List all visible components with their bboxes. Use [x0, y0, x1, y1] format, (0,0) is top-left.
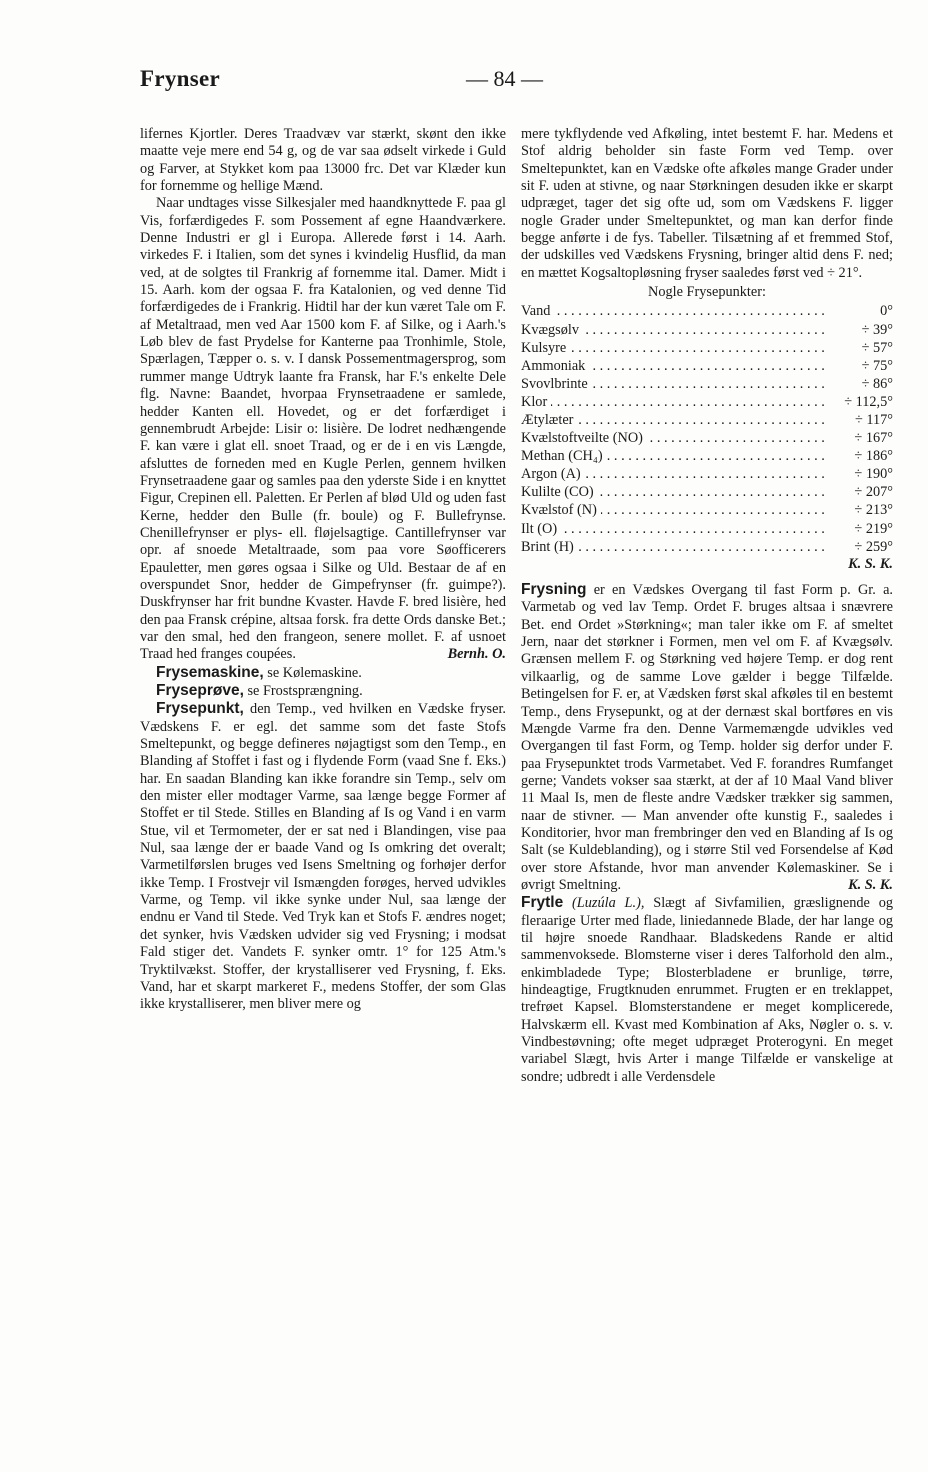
- page-header: [140, 66, 885, 98]
- freezing-point-value: ÷ 219°: [854, 520, 893, 537]
- running-head: Frynser: [140, 66, 221, 91]
- entry-headword: Fryseprøve,: [156, 682, 244, 699]
- freezing-point-value: ÷ 190°: [854, 466, 893, 483]
- substance-name: Ilt (O): [521, 521, 561, 537]
- substance-cell: [521, 538, 827, 556]
- freezing-point-value: ÷ 75°: [861, 357, 893, 374]
- substance-cell: [521, 393, 827, 411]
- table-row: [521, 483, 893, 501]
- substance-name: Kvælstoftveilte (NO): [521, 430, 647, 446]
- substance-cell: [521, 429, 827, 447]
- entry-headword: Frytle: [521, 894, 564, 912]
- table-row: [521, 321, 893, 339]
- entry-headword: Frysning: [521, 581, 587, 599]
- freezing-point-value: ÷ 213°: [854, 502, 893, 519]
- substance-cell: [521, 447, 827, 465]
- freezing-point-value: ÷ 39°: [861, 321, 893, 338]
- substance-name: Kulilte (CO): [521, 484, 598, 500]
- substance-cell: [521, 520, 827, 538]
- table-row: [521, 429, 893, 447]
- freezing-point-value: ÷ 117°: [854, 412, 893, 428]
- freezing-point-value: 0°: [880, 303, 893, 320]
- entry-text: er en Vædskes Overgang til fast Form p. Gr. a. Varmetab og ved lav Temp. Ordet F. bruges altsaa i snævrere Bet. end Ordet »Størkning«; man taler ikke om F. af smeltet Jern, naar det størkner i Formen, men vel om F. af Kvægsølv. Grænsen mellem F. og Størkning ved højere Temp. er dog rent vilkaarlig, og de samme Love gælder i begge Tilfælde. Betingelsen for F. er, at Vædsken først skal afkøles til en bestemt Temp., dens Frysepunkt, og at der dernæst skal bortføres en vis Mængde Varme fra den. Denne Varmemængde udvikles ved Overgangen til fast Form, og Temp. holder sig derfor under F. paa Frysepunktet trods Varmetabet. Ved F. forandres Rumfanget gerne; Vandets vokser saa stærkt, at der af 10 Maal Vand bliver 11 Maal Is, men de fleste andre Vædsker trækker sig sammen, naar de stivner. — Man anvender ofte kunstig F., saaledes i Konditorier, hvor man frembringer den ved en Blanding af Is og Salt (se Kuldeblanding), og i større Stil ved Forsendelse af Kød over store Afstande, hvor man anvender Kølemaskiner. Se i øvrigt Smeltning.: [521, 582, 894, 893]
- entry-frysepunkt: [140, 700, 506, 1013]
- table-row: [521, 520, 893, 538]
- entry-frysemaskine: [140, 664, 506, 682]
- freezing-point-value: ÷ 86°: [861, 375, 893, 392]
- substance-cell: [521, 465, 827, 483]
- entry-headword: Frysepunkt,: [156, 700, 244, 718]
- substance-name: Svovlbrinte: [521, 376, 592, 392]
- table-row: [521, 501, 893, 519]
- freezing-point-value: ÷ 112,5°: [844, 393, 893, 410]
- substance-name: Vand: [521, 303, 554, 319]
- entry-text: den Temp., ved hvilken en Vædske fryser. Vædskens F. er egl. det samme som det faste Stofs Smeltepunkt, og begge defineres nøjagtigst som den Temp., en Blanding af Stoffet i fast og i flydende Form (vaad Sne f. Eks.) har. En saadan Blanding kan ikke forandre sin Temp., selv om den mister eller modtager Varme, saa længe begge Former af Stoffet er til Stede. Stilles en Blanding af Is og Vand i en varm Stue, vil et Termometer, der er sat ned i Blandingen, vise paa Nul, saa længe der er baade Vand og Is omkring det overalt; Varmetilførslen bruges ved Isens Smeltning og forhøjer derfor ikke Temp. I Frostvejr vil Ismængden forøges, herved udvikles Varme, og Temp. vil ikke synke under Nul, saa længe der endnu er Vand til Stede. Ved Tryk kan et Stofs F. ændres noget; det synker, hvis Vædsken udvider sig ved Frysning; i modsat Fald stiger det. Vandets F. synker omtr. 1° for 125 Atm.'s Tryktilvækst. Stoffer, der krystalliserer ved Frysning, f. Eks. Vand, har et skarpt markeret F., medens Stoffer, der som Glas ikke krystalliserer, men bliver mere og: [140, 701, 506, 1013]
- entry-text: Slægt af Sivfamilien, græslignende og fleraarige Urter med flade, liniedannede Blade, der har lange og til højre snoede Randhaar. Bladskedens Rande er altid sammenvoksede. Blomsterne viser i deres Talforhold den alm., enkimbladede Type; Blosterbladene er brunlige, tørre, hindeagtige, Frugtknuden enrummet. Frugten er en treklappet, trefrøet Kapsel. Blomsterstandene er meget komplicerede, Halvskærm ell. Kvast med Kombination af Aks, Nøgler o. s. v. Vindbestøvning; ofte meget udpræget Proterogyni. En meget variabel Slægt, hvis Arter i mange Tilfælde er vanskelige at sondre; udbredt i alle Verdensdele: [521, 895, 894, 1085]
- paragraph: lifernes Kjortler. Deres Traadvæv var stærkt, skønt den ikke maatte veje mere end 54 g, og de var saa ødselt virkede i Guld og Farver, at Stykket kom paa 13000 frc. Det var Klæder kun for fornemme og hellige Mænd.: [140, 126, 506, 195]
- substance-name: Ætylæter: [521, 412, 577, 428]
- freezing-point-value: ÷ 57°: [861, 339, 893, 356]
- left-column: [140, 126, 506, 1014]
- paragraph: mere tykflydende ved Afkøling, intet bestemt F. har. Medens et Stof aldrig beholder sin faste Form ved Temp. over Smeltepunktet, kan en Vædske ofte afkøles mange Grader under sit F. uden at stivne, og naar Størkningen desuden ikke er skarpt udpræget, tager det sig ofte ud, som om Vædskens F. ligger nogle Grader under Smeltepunktet, og man kan derfor finde begge anførte i de fys. Tabeller. Tilsætning af et fremmed Stof, der udskilles ved Vædskens Frysning, bringer altid dens F. ned; en mættet Kogsaltopløsning fryser saaledes først ved ÷ 21°.: [521, 126, 893, 281]
- substance-cell: [521, 501, 827, 519]
- table-row: [521, 538, 893, 556]
- freezing-point-value: ÷ 207°: [854, 484, 893, 501]
- freezing-point-value: ÷ 186°: [854, 448, 893, 465]
- substance-name: Kvægsølv: [521, 322, 583, 338]
- substance-cell: [521, 302, 827, 320]
- entry-text: se Frostsprængning.: [247, 683, 363, 699]
- substance-name: Methan (CH₄): [521, 448, 607, 464]
- freezing-point-value: ÷ 259°: [854, 538, 893, 555]
- substance-cell: [521, 321, 827, 339]
- table-row: [521, 447, 893, 465]
- paragraph-text: Naar undtages visse Silkesjaler med haandknyttede F. paa gl Vis, forfærdigedes F. som Possement af egne Haandværkere. Denne Industri er gl i Europa. Allerede først i 14. Aarh. virkedes F. i Italien, som det synes i kvindelig Husflid, da man ved, at de solgtes til Frankrig af fornemme ital. Damer. Midt i 15. Aarh. kom der ogsaa F. fra Katalonien, og ved denne Tid forfærdigedes de i Frankrig. Hidtil har der kun været Tale om F. af Metaltraad, men ved Aar 1500 kom F. af Silke, og i Aarh.'s Løb blev de fast Prydelse for Kanterne paa Tronhimle, Stole, Spærlagen, Tæpper o. s. v. I dansk Possementmagersprog, som rummer mange Udtryk laante fra Fransk, har F.'s enkelte Dele flg. Navne: Baandet, hvorpaa Frynsetraadene er samlede, hedder Kanten ell. Hovedet, og er det forfærdiget i gennembrudt Arbejde: Lisir o: lisière. De lodret nedhængende F. kan være i glat ell. snoet Traad, og er de i en vis Længde, afsluttes de forneden med en Kugle Perlen, gennem hvilken Frynsetraadene gaar og samles paa den yderste Side i en knyttet Figur, Crepinen ell. Paletten. Er Perlen af blød Uld og uden fast Kerne, hedder den Bulle (fr. boule) og F. Bullefrynse. Chenillefrynser er plys- ell. fløjelsagtige. Cantillefrynser var opr. af snoede Metaltraade, som paa vore Søofficerers Epauletter, men gøres ogsaa i Silke og Uld. Bestaar de af en overspundet Snor, hedder de Gimpefrynser (fr. guimpe?). Duskfrynser har frit bundne Kvaster. Havde F. bred lisière, hed den paa Fransk crépine, altsaa forsk. fra dette Ords danske Bet.; var den smal, hed den frangeon, senere mollet. F. af usnoet Traad hed franges coupées.: [140, 195, 506, 663]
- substance-name: Ammoniak: [521, 358, 589, 374]
- freezing-point-value: ÷ 167°: [854, 430, 893, 447]
- table-row: [521, 411, 893, 429]
- substance-name: Klor: [521, 394, 551, 410]
- entry-text: se Kølemaskine.: [267, 664, 362, 681]
- entry-headword: Frysemaskine,: [156, 663, 264, 681]
- author-signature: K. S. K.: [848, 876, 893, 893]
- table-row: [521, 357, 893, 375]
- author-signature: Bernh. O.: [447, 646, 506, 663]
- substance-cell: [521, 411, 827, 429]
- entry-frysning: [521, 581, 893, 894]
- substance-cell: [521, 375, 827, 393]
- substance-name: Kulsyre: [521, 340, 570, 356]
- table-row: [521, 302, 893, 320]
- substance-name: Brint (H): [521, 539, 578, 555]
- table-row: [521, 339, 893, 357]
- paragraph: [140, 195, 506, 663]
- latin-name: (Luzúla L.),: [572, 895, 645, 912]
- page-number: — 84 —: [466, 66, 543, 91]
- substance-cell: [521, 339, 827, 357]
- table-row: [521, 375, 893, 393]
- entry-frytle: [521, 894, 893, 1086]
- substance-name: Kvælstof (N): [521, 502, 601, 518]
- table-signature: K. S. K.: [848, 555, 893, 572]
- substance-cell: [521, 483, 827, 501]
- entry-fryseprove: [140, 682, 506, 700]
- substance-cell: [521, 357, 827, 375]
- table-row: [521, 393, 893, 411]
- right-column: [521, 126, 893, 1086]
- substance-name: Argon (A): [521, 466, 585, 482]
- freezing-point-table: [521, 302, 893, 555]
- table-row: [521, 465, 893, 483]
- table-title: Nogle Frysepunkter:: [648, 284, 766, 301]
